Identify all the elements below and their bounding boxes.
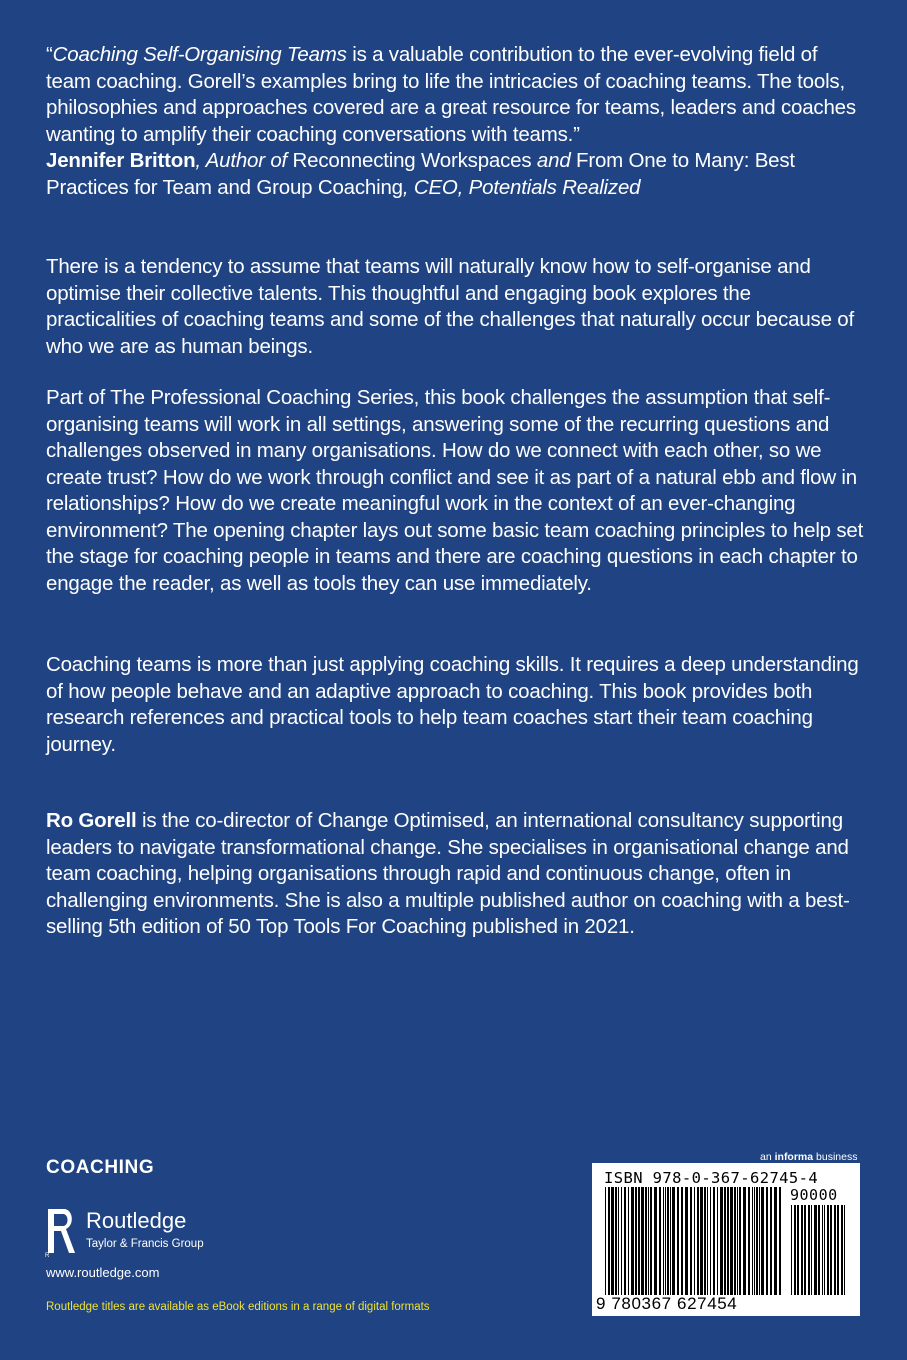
- barcode-digits: 9 780367 627454: [596, 1294, 738, 1313]
- endorsement-text: is a valuable contribution to the ever-evolving field of team coaching. Gorell’s examples bring to life the intricacies of coaching teams. The tools, philosophies and approaches covered are a great resource for teams, leaders and coaches wanting to amplify their coaching conversations with teams.”: [46, 43, 856, 146]
- publisher-url[interactable]: www.routledge.com: [46, 1265, 160, 1280]
- endorser-author-of: , Author of: [195, 149, 293, 172]
- informa-prefix: an: [760, 1151, 775, 1163]
- barcode-addon-bars: [790, 1205, 848, 1295]
- author-bio: [46, 808, 866, 941]
- publisher-name: Routledge: [86, 1208, 187, 1233]
- informa-suffix: business: [813, 1151, 858, 1163]
- barcode: [592, 1163, 860, 1316]
- endorsement-quote: [46, 42, 866, 201]
- endorser-book-two: From One to Many: Best Practices for Team and Group Coaching: [46, 149, 795, 199]
- ebook-note: Routledge titles are available as eBook editions in a range of digital formats: [46, 1301, 430, 1313]
- description-paragraph-1: [46, 254, 866, 360]
- price-code: 90000: [790, 1186, 838, 1204]
- logo-letter: R: [45, 1253, 50, 1259]
- description-paragraph-2: [46, 385, 866, 597]
- isbn-text: ISBN 978-0-367-62745-4: [604, 1169, 819, 1187]
- description-text-1: There is a tendency to assume that teams will naturally know how to self-organise and optimise their collective talents. This thoughtful and engaging book explores the practicalities of coaching teams and some of the challenges that naturally occur because of who we are as human beings.: [46, 255, 854, 358]
- quoted-book-title: Coaching Self-Organising Teams: [52, 43, 347, 66]
- routledge-logo-icon: [44, 1205, 78, 1259]
- endorser-and: and: [531, 149, 577, 172]
- informa-tag: [760, 1151, 857, 1163]
- series-label: COACHING: [46, 1157, 155, 1178]
- endorser-name: Jennifer Britton: [46, 149, 196, 172]
- endorser-book-one: Reconnecting Workspaces: [292, 149, 532, 172]
- publisher-group: Taylor & Francis Group: [86, 1238, 204, 1250]
- description-paragraph-3: [46, 652, 866, 758]
- publisher-logo: [44, 1205, 244, 1259]
- author-bio-text: is the co-director of Change Optimised, an international consultancy supporting leaders to navigate transformational change. She specialises in organisational change and team coaching, helping organisations through rapid and continuous change, often in challenging environments. She is also a multiple published author on coaching with a best-selling 5th edition of 50 Top Tools For Coaching published in 2021.: [46, 809, 850, 938]
- barcode-main-bars: [604, 1187, 784, 1295]
- author-name: Ro Gorell: [46, 809, 137, 832]
- description-text-3: Coaching teams is more than just applying coaching skills. It requires a deep understanding of how people behave and an adaptive approach to coaching. This book provides both research references and practical tools to help team coaches start their team coaching journey.: [46, 653, 859, 756]
- informa-brand: informa: [774, 1151, 814, 1163]
- open-quote-mark: “: [46, 43, 53, 66]
- endorser-role: , CEO, Potentials Realized: [402, 175, 641, 199]
- description-text-2: Part of The Professional Coaching Series, this book challenges the assumption that self-organising teams will work in all settings, answering some of the recurring questions and challenges observed in many organisations. How do we connect with each other, so we create trust? How do we work through conflict and see it as part of a natural ebb and flow in relationships? How do we create meaningful work in the context of an ever-changing environment? The opening chapter lays out some basic team coaching principles to help set the stage for coaching people in teams and there are coaching questions in each chapter to engage the reader, as well as tools they can use immediately.: [46, 386, 864, 595]
